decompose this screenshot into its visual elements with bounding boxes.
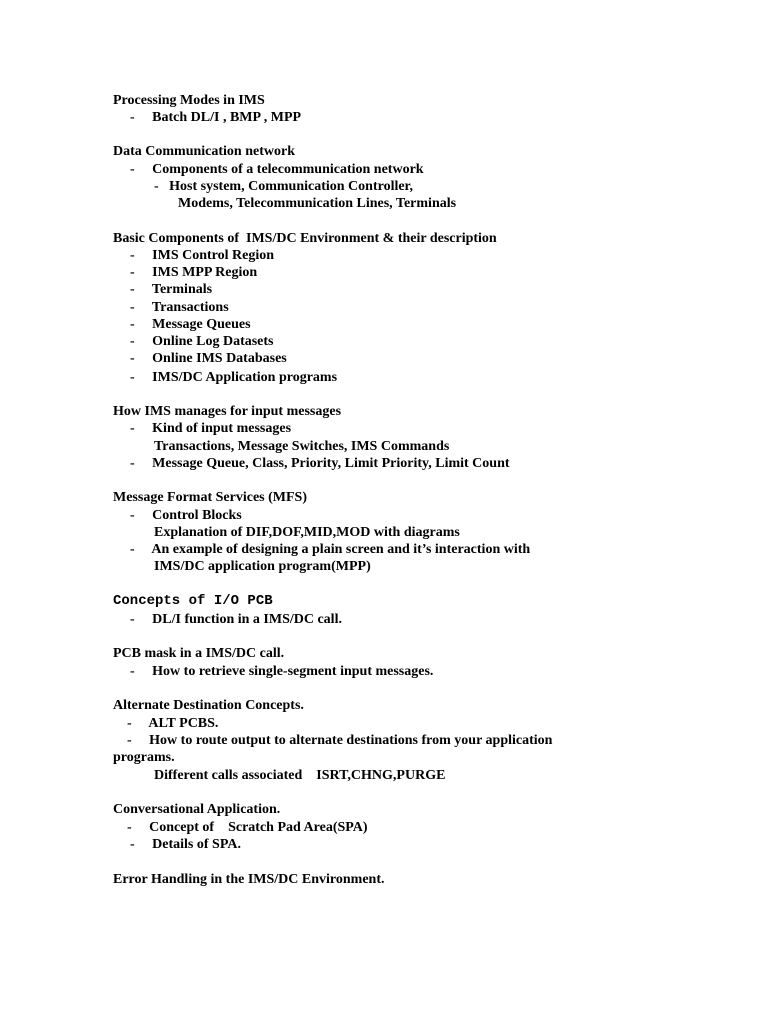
list-item: - Control Blocks — [130, 508, 242, 523]
list-item: - DL/I function in a IMS/DC call. — [130, 612, 342, 627]
list-item: - Host system, Communication Controller, — [154, 179, 413, 194]
list-item: - Online IMS Databases — [130, 351, 287, 366]
list-item: - How to retrieve single-segment input messages. — [130, 664, 434, 679]
list-item: - Details of SPA. — [130, 837, 241, 852]
list-item: IMS/DC application program(MPP) — [154, 559, 371, 574]
section-heading: PCB mask in a IMS/DC call. — [113, 646, 285, 661]
section-heading: Concepts of I/O PCB — [113, 593, 273, 609]
list-item: programs. — [113, 750, 175, 765]
list-item: - IMS Control Region — [130, 248, 275, 263]
list-item: - An example of designing a plain screen and it’s interaction with — [130, 542, 531, 557]
list-item: - Message Queue, Class, Priority, Limit Priority, Limit Count — [130, 456, 510, 471]
section-heading: Data Communication network — [113, 144, 295, 159]
list-item: Different calls associated ISRT,CHNG,PURGE — [154, 768, 446, 783]
list-item: - Terminals — [130, 282, 213, 297]
list-item: - Concept of Scratch Pad Area(SPA) — [127, 820, 368, 835]
list-item: Transactions, Message Switches, IMS Commands — [154, 439, 450, 454]
section-heading: Conversational Application. — [113, 802, 281, 817]
section-heading: Basic Components of IMS/DC Environment & their description — [113, 231, 497, 246]
list-item: - ALT PCBS. — [127, 716, 219, 731]
list-item: - IMS MPP Region — [130, 265, 258, 280]
list-item: - Batch DL/I , BMP , MPP — [130, 110, 302, 125]
list-item: Modems, Telecommunication Lines, Terminals — [178, 196, 457, 211]
section-heading: Error Handling in the IMS/DC Environment. — [113, 872, 385, 887]
list-item: - How to route output to alternate destinations from your application — [127, 733, 553, 748]
list-item: - IMS/DC Application programs — [130, 370, 338, 385]
section-heading: Processing Modes in IMS — [113, 93, 265, 108]
list-item: - Kind of input messages — [130, 421, 292, 436]
section-heading: How IMS manages for input messages — [113, 404, 342, 419]
list-item: - Message Queues — [130, 317, 251, 332]
section-heading: Message Format Services (MFS) — [113, 490, 307, 505]
list-item: Explanation of DIF,DOF,MID,MOD with diagrams — [154, 525, 460, 540]
list-item: - Online Log Datasets — [130, 334, 274, 349]
list-item: - Transactions — [130, 300, 229, 315]
section-heading: Alternate Destination Concepts. — [113, 698, 304, 713]
list-item: - Components of a telecommunication network — [130, 162, 424, 177]
